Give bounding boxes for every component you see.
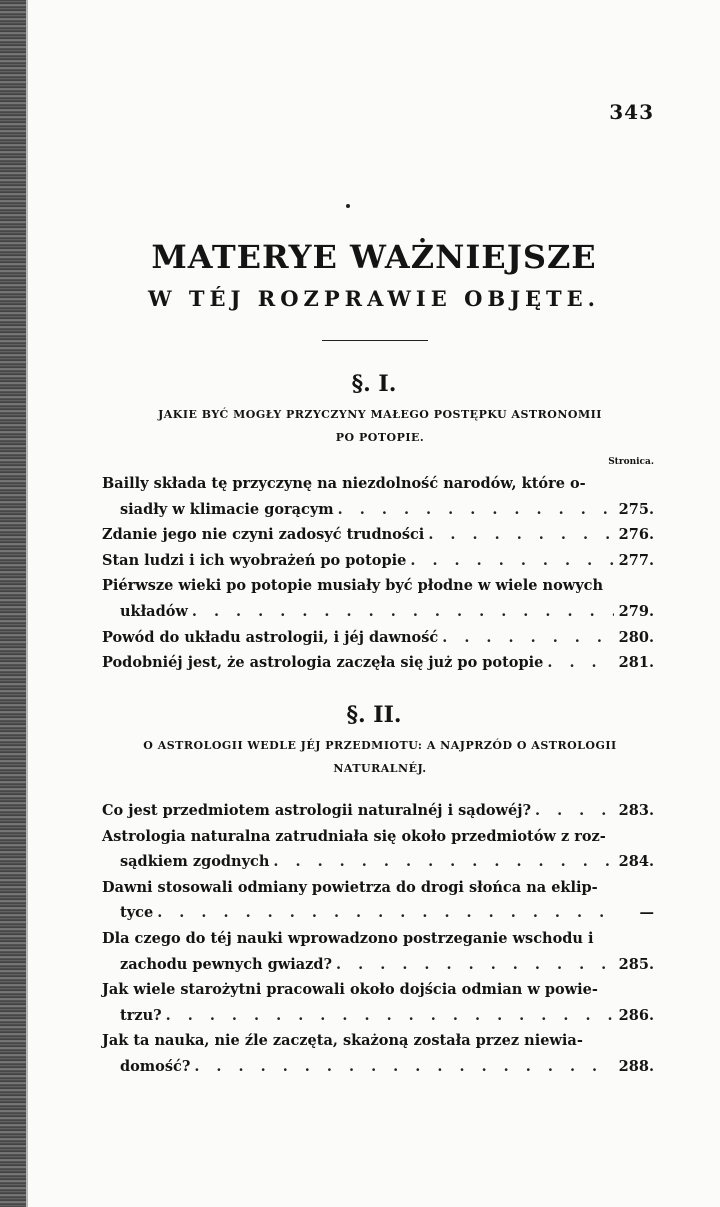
toc-entry-text: zachodu pewnych gwiazd?	[120, 955, 333, 973]
toc-page-number: —	[639, 904, 654, 922]
page-binding-edge	[0, 0, 26, 1207]
toc-entry-line	[102, 977, 654, 1003]
toc-entry-text: układów	[120, 602, 188, 620]
toc-entry-line	[102, 875, 654, 901]
dot-leader	[428, 522, 614, 548]
toc-entry-text: Dawni stosowali odmiany powietrza do drogi słońca na eklip-	[102, 878, 598, 896]
toc-entry-line	[102, 548, 654, 574]
section-caption-1-line-1: JAKIE BYĆ MOGŁY PRZYCZYNY MAŁEGO POSTĘPKU ASTRONOMII	[158, 408, 602, 421]
toc-entry-line	[102, 497, 654, 523]
toc-page-number: 279.	[618, 602, 654, 620]
toc-page-number: 277.	[618, 551, 654, 569]
toc-entry-text: Powód do układu astrologii, i jéj dawność	[102, 628, 439, 646]
dot-leader	[535, 798, 614, 824]
toc-entry	[102, 573, 654, 624]
section-caption-2-line-2: NATURALNÉJ.	[333, 762, 427, 775]
toc-entry-text: sądkiem zgodnych	[120, 853, 270, 871]
toc-list-section-1	[102, 471, 654, 676]
dot-leader	[410, 548, 614, 574]
dot-leader	[336, 952, 614, 978]
toc-entry-text: trzu?	[120, 1006, 162, 1024]
dot-leader	[192, 599, 614, 625]
dot-leader	[338, 497, 614, 523]
toc-entry-text: Bailly składa tę przyczynę na niezdolność narodów, które o-	[102, 475, 586, 492]
toc-entry	[102, 824, 654, 875]
toc-entry	[102, 926, 654, 977]
toc-entry-text: Stan ludzi i ich wyobrażeń po potopie	[102, 551, 407, 569]
toc-entry-text: Podobniéj jest, że astrologia zaczęła się już po potopie	[102, 654, 544, 672]
dot-leader	[157, 900, 614, 926]
dot-leader	[194, 1054, 614, 1080]
toc-entry	[102, 875, 654, 926]
toc-entry	[102, 471, 654, 522]
toc-page-number: 280.	[618, 628, 654, 646]
page-column-label: Stronica.	[608, 457, 654, 467]
main-title: MATERYE WAŻNIEJSZE	[151, 238, 597, 276]
toc-entry-line	[102, 952, 654, 978]
toc-page-number: 281.	[618, 654, 654, 672]
page-number: 343	[609, 100, 654, 124]
toc-entry-line	[102, 1028, 654, 1054]
toc-entry	[102, 625, 654, 651]
section-caption-1-line-2: PO POTOPIE.	[335, 431, 425, 444]
toc-entry	[102, 977, 654, 1028]
section-mark-2: §. II.	[346, 702, 402, 728]
dot-leader	[166, 1003, 614, 1029]
toc-entry-text: Zdanie jego nie czyni zadosyć trudności	[102, 526, 425, 544]
section-caption-1	[100, 403, 660, 449]
title-divider	[322, 340, 428, 341]
toc-entry-text: Piérwsze wieki po potopie musiały być płodne w wiele nowych	[102, 577, 604, 595]
toc-entry-line	[102, 1054, 654, 1080]
main-subtitle: W TÉJ ROZPRAWIE OBJĘTE.	[148, 286, 600, 311]
toc-page-number: 276.	[618, 526, 654, 544]
toc-page-number: 286.	[618, 1006, 654, 1024]
dot-leader	[547, 650, 614, 676]
toc-entry	[102, 1028, 654, 1079]
toc-entry-line	[102, 926, 654, 952]
toc-entry-text: siadły w klimacie gorącym	[120, 500, 334, 518]
toc-entry-line	[102, 650, 654, 676]
toc-entry	[102, 548, 654, 574]
toc-entry-text: domość?	[120, 1057, 191, 1075]
toc-entry-line	[102, 625, 654, 651]
toc-list-section-2	[102, 798, 654, 1080]
toc-entry-text: Dla czego do téj nauki wprowadzono postrzeganie wschodu i	[102, 929, 594, 947]
dot-leader	[442, 625, 614, 651]
toc-entry	[102, 798, 654, 824]
toc-entry-line	[102, 1003, 654, 1029]
toc-entry-line	[102, 824, 654, 850]
section-mark-1: §. I.	[351, 371, 397, 397]
toc-entry-line	[102, 471, 654, 497]
toc-page-number: 283.	[618, 802, 654, 819]
toc-entry-text: Jak ta nauka, nie źle zaczęta, skażoną została przez niewia-	[102, 1032, 583, 1050]
toc-entry-line	[102, 849, 654, 875]
toc-entry-line	[102, 522, 654, 548]
toc-entry-text: tyce	[120, 904, 154, 922]
toc-page-number: 288.	[618, 1057, 654, 1075]
toc-entry-line	[102, 573, 654, 599]
toc-page-number: 275.	[618, 500, 654, 518]
toc-entry-line	[102, 900, 654, 926]
binding-shadow	[26, 0, 28, 1207]
section-caption-2	[100, 734, 660, 780]
ink-dot	[346, 204, 350, 208]
toc-entry-text: Co jest przedmiotem astrologii naturalnéj i sądowéj?	[102, 802, 531, 819]
dot-leader	[273, 849, 614, 875]
toc-entry-line	[102, 798, 654, 824]
toc-page-number: 285.	[618, 955, 654, 973]
toc-entry	[102, 522, 654, 548]
toc-entry-text: Jak wiele starożytni pracowali około dojścia odmian w powie-	[102, 981, 598, 999]
toc-entry-line	[102, 599, 654, 625]
toc-page-number: 284.	[618, 853, 654, 871]
toc-entry-text: Astrologia naturalna zatrudniała się około przedmiotów z roz-	[102, 827, 606, 845]
toc-entry	[102, 650, 654, 676]
section-caption-2-line-1: O ASTROLOGII WEDLE JÉJ PRZEDMIOTU: A NAJPRZÓD O ASTROLOGII	[143, 739, 617, 752]
